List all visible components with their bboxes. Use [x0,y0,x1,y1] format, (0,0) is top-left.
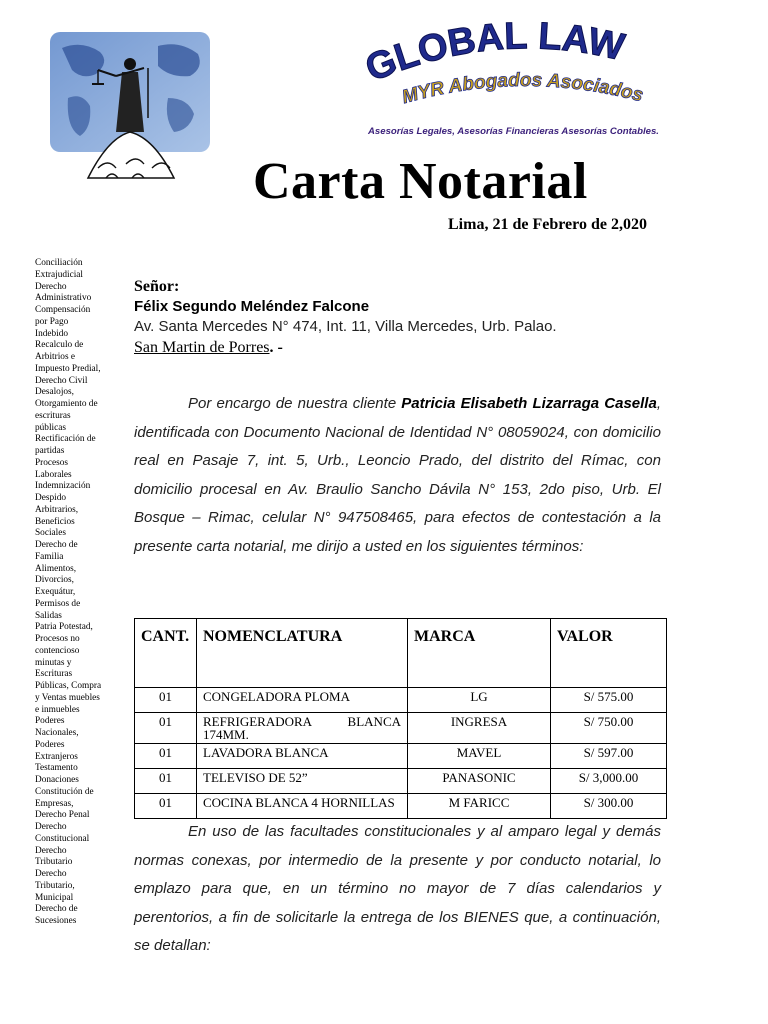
col-header-nomenclatura: NOMENCLATURA [197,619,408,688]
sidebar-service-line: Públicas, Compra [35,681,102,691]
cell-nomenclatura: COCINA BLANCA 4 HORNILLAS [197,794,408,819]
sidebar-service-line: Derecho de [35,540,78,550]
sidebar-service-line: Patria Potestad, [35,622,93,633]
sidebar-service-line: Constitucional [35,833,90,844]
sidebar-service-line: Donaciones [35,775,79,785]
sidebar-service-line: y Ventas muebles [35,692,100,703]
sidebar-service-line: Sucesiones [35,916,77,926]
sidebar-service-line: Impuesto Predial, [35,363,101,374]
table-row [135,769,667,794]
globe-justice-logo [48,28,220,188]
sidebar-service-line: Derecho [35,845,67,856]
brand-text: GLOBAL LAW [360,22,628,91]
firm-text: MYR Abogados Asociados [399,69,646,109]
sidebar-service-line: Municipal [35,892,74,903]
sidebar-service-line: Salidas [35,610,62,621]
sidebar-service-line: minutas y [35,657,72,668]
sidebar-service-line: Constitución de [35,786,94,797]
cell-marca: INGRESA [408,713,551,744]
sidebar-service-line: Beneficios [35,516,75,527]
intro-paragraph [134,390,661,561]
cell-cant: 01 [135,713,197,744]
sidebar-service-line: Empresas, [35,798,74,809]
sidebar-service-line: Despido [35,493,66,503]
global-law-logo-graphic [360,22,680,140]
sidebar-service-line: Desalojos, [35,387,74,398]
sidebar-service-line: escrituras [35,410,71,421]
table-row [135,688,667,713]
sidebar-service-line: Administrativo [35,293,92,304]
sidebar-service-line: Laborales [35,469,72,480]
district-suffix: . - [269,339,283,356]
sidebar-service-line: Tributario [35,857,73,868]
cell-marca: LG [408,688,551,713]
cell-valor: S/ 300.00 [551,794,667,819]
table-header-row [135,619,667,688]
sidebar-service-line: Indemnización [35,481,91,492]
cell-nomenclatura: CONGELADORA PLOMA [197,688,408,713]
goods-table [134,618,667,819]
cell-valor: S/ 750.00 [551,713,667,744]
col-header-valor: VALOR [551,619,667,688]
cell-nomenclatura: TELEVISO DE 52” [197,769,408,794]
col-header-cant: CANT. [135,619,197,688]
sidebar-service-line: Compensación [35,305,91,315]
cell-marca: M FARICC [408,794,551,819]
sidebar-service-line: públicas [35,422,66,433]
cell-cant: 01 [135,744,197,769]
sidebar-service-line: Familia [35,551,64,562]
cell-cant: 01 [135,769,197,794]
recipient-block [134,277,674,359]
cell-nomenclatura: LAVADORA BLANCA [197,744,408,769]
document-title: Carta Notarial [253,153,588,210]
intro-part2: , identificada con Documento Nacional de Identidad N° 08059024, con domicilio real en Pasaje 7, int. 5, Urb., Leoncio Prado, del distrito del Rímac, con domicilio procesal en Av. Braulio Sancho Dávila N° 153, 2do piso, Urb. El Bosque – Rimac, celular N° 947508465, para efectos de contestación a la presente carta notarial, me dirijo a usted en los siguientes términos: [134,395,661,555]
recipient-address: Av. Santa Mercedes N° 474, Int. 11, Villa Mercedes, Urb. Palao. [134,318,557,335]
cell-valor: S/ 597.00 [551,744,667,769]
sidebar-service-line: Nacionales, [35,728,79,738]
sidebar-service-line: Alimentos, [35,563,77,574]
sidebar-service-line: contencioso [35,645,80,656]
recipient-name: Félix Segundo Meléndez Falcone [134,298,370,315]
sidebar-service-line: Derecho Civil [35,375,88,386]
sidebar-service-line: Tributario, [35,880,75,891]
cell-valor: S/ 3,000.00 [551,769,667,794]
cell-cant: 01 [135,688,197,713]
sidebar-service-line: Arbitrarios, [35,504,79,515]
sidebar-service-line: Exequátur, [35,587,76,597]
salutation: Señor: [134,278,180,295]
sidebar-service-line: Permisos de [35,598,81,609]
document-date: Lima, 21 de Febrero de 2,020 [448,216,647,233]
intro-part1: Por encargo de nuestra cliente [188,395,402,412]
tagline-text: Asesorías Legales, Asesorías Financieras Asesorías Contables. [368,126,659,137]
sidebar-service-line: Escrituras [35,669,73,680]
global-law-logo [360,22,680,140]
sidebar-service-line: Rectificación de [35,434,96,445]
client-name: Patricia Elisabeth Lizarraga Casella [401,395,657,412]
sidebar-service-line: Derecho [35,281,67,292]
sidebar-service-line: partidas [35,446,65,456]
sidebar-service-line: Derecho [35,822,67,832]
sidebar-service-line: Derecho [35,869,67,879]
sidebar-service-line: Procesos [35,457,69,468]
table-row [135,794,667,819]
cell-marca: PANASONIC [408,769,551,794]
demand-paragraph: En uso de las facultades constitucionales y al amparo legal y demás normas conexas, por intermedio de la presente y por conducto notarial, lo emplazo para que, en un término no mayor de 7 días calendarios y perentorios, a fin de solicitarle la entrega de los BIENES que, a continuación, se detallan: [134,823,661,954]
col-header-marca: MARCA [408,619,551,688]
sidebar-service-line: e inmuebles [35,704,80,715]
sidebar-service-line: Otorgamiento de [35,399,98,409]
recipient-district: San Martin de Porres [134,339,270,356]
recipient-district-line [134,337,674,359]
table-row [135,713,667,744]
sidebar-service-line: Testamento [35,763,78,774]
sidebar-service-line: Derecho Penal [35,810,90,821]
sidebar-service-line: Poderes [35,716,65,727]
sidebar-service-line: Conciliación [35,258,83,268]
sidebar-service-line: Extranjeros [35,751,78,762]
sidebar-service-line: Poderes [35,739,65,750]
services-sidebar [35,258,113,928]
sidebar-service-line: por Pago [35,316,69,327]
cell-cant: 01 [135,794,197,819]
globe-justice-icon [48,28,220,188]
sidebar-service-line: Procesos no [35,634,80,644]
sidebar-service-line: Extrajudicial [35,269,84,280]
sidebar-service-line: Indebido [35,328,69,339]
sidebar-service-line: Recalculo de [35,340,84,351]
sidebar-service-line: Sociales [35,528,66,539]
table-row [135,744,667,769]
cell-marca: MAVEL [408,744,551,769]
cell-valor: S/ 575.00 [551,688,667,713]
cell-nomenclatura: REFRIGERADORA BLANCA 174MM. [197,713,408,744]
sidebar-service-line: Divorcios, [35,575,74,586]
sidebar-service-line: Derecho de [35,904,78,915]
sidebar-service-line: Arbitrios e [35,352,76,362]
